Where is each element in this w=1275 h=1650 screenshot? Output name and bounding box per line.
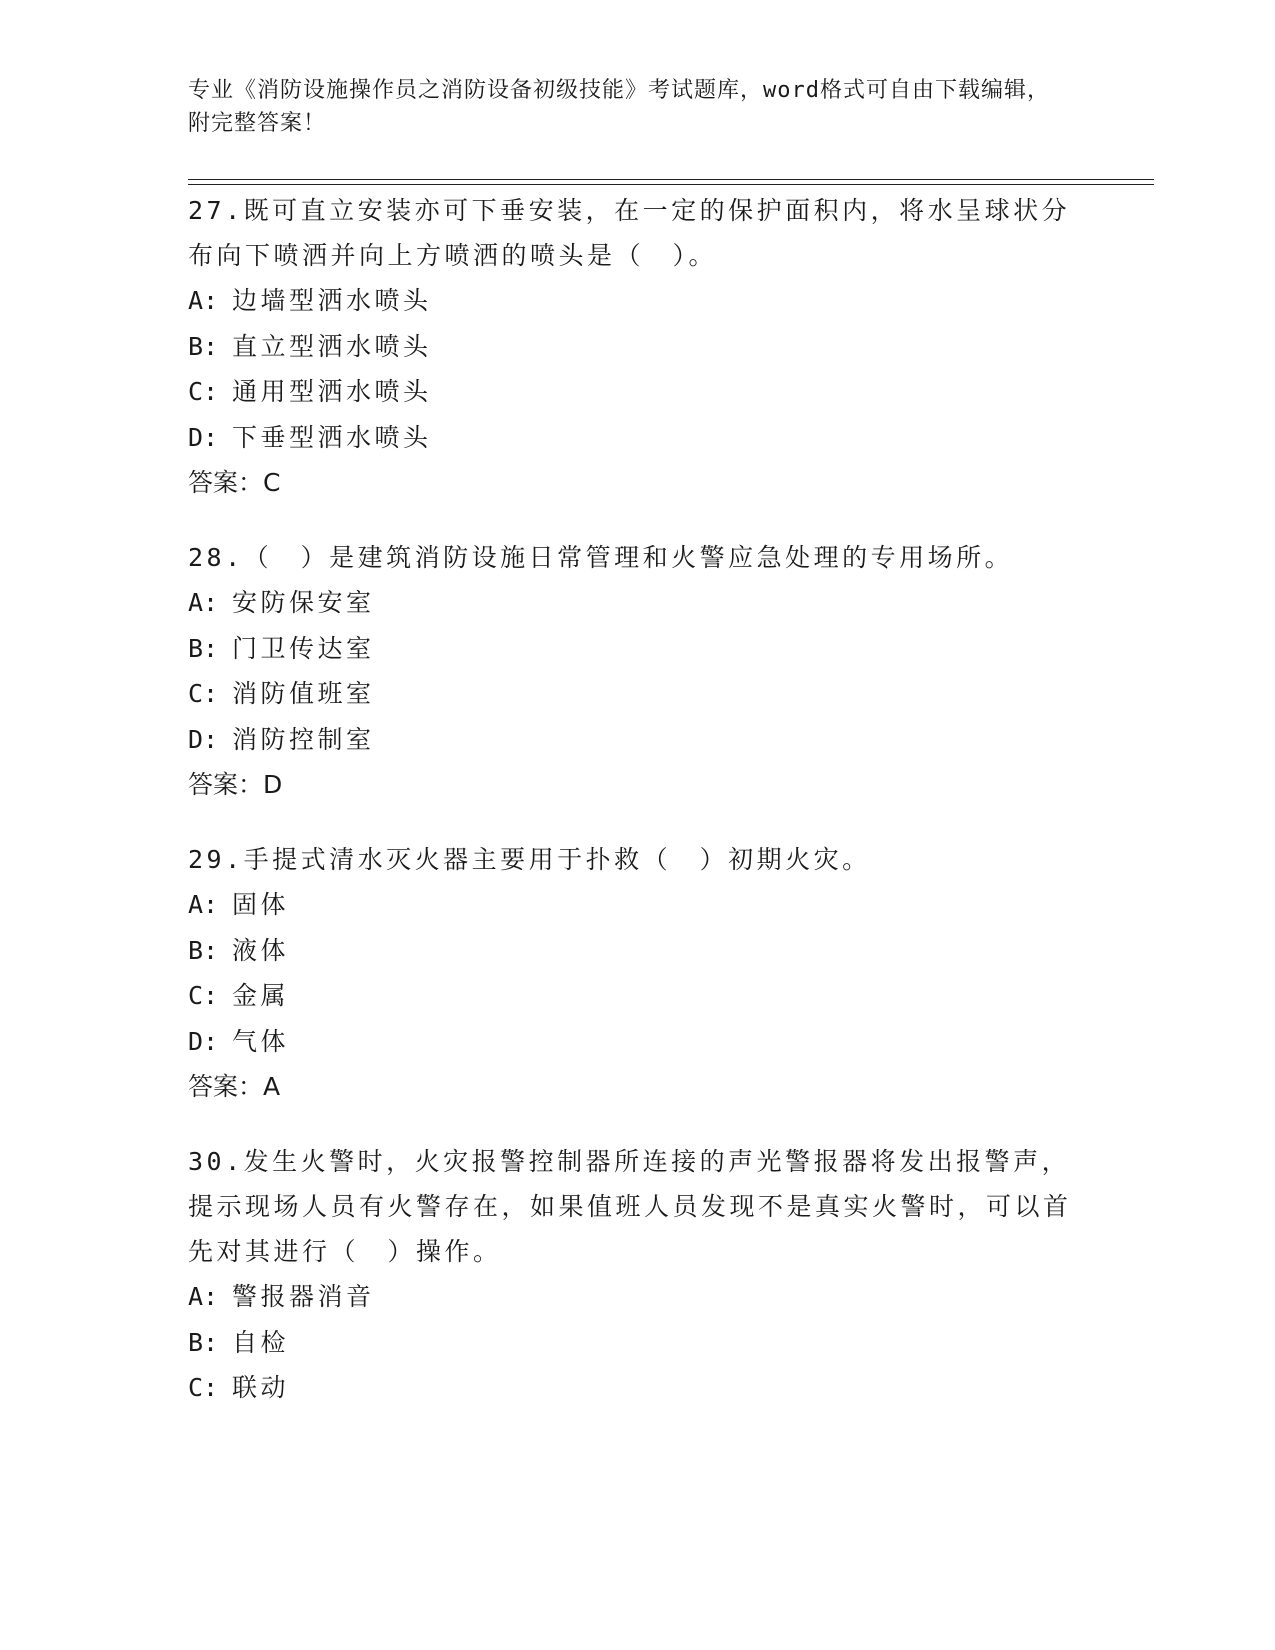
option-key: A: <box>188 1282 219 1311</box>
option-b <box>188 324 1088 370</box>
option-key: B: <box>188 633 219 663</box>
option-key: C: <box>188 679 219 708</box>
option-text: 自检 <box>232 1327 290 1357</box>
option-c <box>188 369 1088 415</box>
option-a <box>188 580 1088 626</box>
option-key: A: <box>188 286 219 315</box>
option-c <box>188 1365 1088 1411</box>
option-b <box>188 626 1088 672</box>
option-text: 联动 <box>232 1373 290 1402</box>
option-b <box>188 928 1088 974</box>
option-text: 金属 <box>232 981 290 1010</box>
question-27 <box>188 188 1088 505</box>
option-key: D: <box>188 724 219 754</box>
option-key: B: <box>188 331 219 361</box>
question-30 <box>188 1139 1088 1411</box>
option-key: D: <box>188 422 219 452</box>
option-key: C: <box>188 377 219 406</box>
option-d <box>188 1019 1088 1065</box>
option-d <box>188 717 1088 763</box>
header-divider-top <box>188 179 1154 180</box>
question-list <box>188 188 1088 1441</box>
option-c <box>188 671 1088 717</box>
option-text: 下垂型洒水喷头 <box>232 422 432 452</box>
option-text: 气体 <box>232 1026 290 1056</box>
option-key: C: <box>188 981 219 1010</box>
answer-line: 答案：D <box>188 770 283 799</box>
option-text: 警报器消音 <box>232 1282 375 1311</box>
option-key: C: <box>188 1373 219 1402</box>
option-a <box>188 1274 1088 1320</box>
option-c <box>188 973 1088 1019</box>
option-text: 通用型洒水喷头 <box>232 377 432 406</box>
question-stem: 29.手提式清水灭火器主要用于扑救（ ）初期火灾。 <box>188 845 871 874</box>
option-key: A: <box>188 890 219 919</box>
option-a <box>188 882 1088 928</box>
option-text: 固体 <box>232 890 290 919</box>
option-d <box>188 415 1088 461</box>
option-text: 液体 <box>232 935 290 965</box>
option-text: 消防控制室 <box>232 724 375 754</box>
option-text: 边墙型洒水喷头 <box>232 286 432 315</box>
option-key: B: <box>188 1327 219 1357</box>
question-stem: 28.（ ）是建筑消防设施日常管理和火警应急处理的专用场所。 <box>188 543 1014 572</box>
option-text: 安防保安室 <box>232 588 375 617</box>
option-key: B: <box>188 935 219 965</box>
option-a <box>188 278 1088 324</box>
question-28 <box>188 535 1088 807</box>
document-header: 专业《消防设施操作员之消防设备初级技能》考试题库，word格式可自由下载编辑，附完整答案！ <box>188 78 1050 136</box>
header-divider-bottom <box>188 184 1154 185</box>
answer-line: 答案：A <box>188 1072 281 1101</box>
option-text: 直立型洒水喷头 <box>232 331 432 361</box>
answer-line: 答案：C <box>188 468 281 497</box>
question-stem: 30.发生火警时，火灾报警控制器所连接的声光警报器将发出报警声，提示现场人员有火警存在，如果值班人员发现不是真实火警时，可以首先对其进行（ ）操作。 <box>188 1147 1072 1266</box>
question-29 <box>188 837 1088 1109</box>
option-key: D: <box>188 1026 219 1056</box>
option-text: 消防值班室 <box>232 679 375 708</box>
option-key: A: <box>188 588 219 617</box>
option-b <box>188 1320 1088 1366</box>
option-text: 门卫传达室 <box>232 633 375 663</box>
question-stem: 27.既可直立安装亦可下垂安装，在一定的保护面积内，将水呈球状分布向下喷洒并向上方喷洒的喷头是（ ）。 <box>188 196 1071 270</box>
